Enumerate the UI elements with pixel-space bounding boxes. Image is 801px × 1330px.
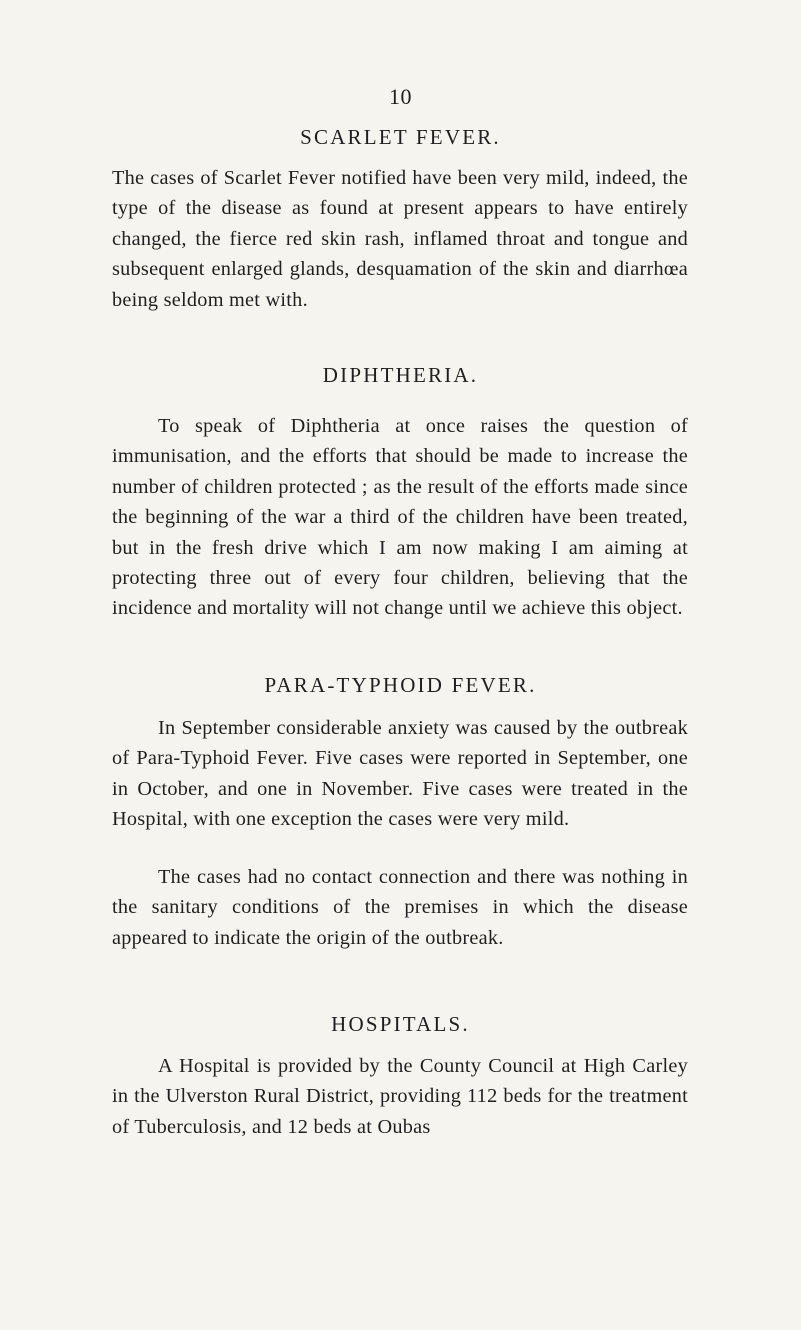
paragraph-scarlet-fever: The cases of Scarlet Fever notified have been very mild, indeed, the type of the disease as found at present appears to have entirely changed, the fierce red skin rash, inflamed throat and tongue and subsequent enlarged glands, desquamation of the skin and diarrhœa being seldom met with. (112, 167, 688, 311)
heading-hospitals: HOSPITALS. (331, 1012, 470, 1036)
paragraph-hospitals: A Hospital is provided by the County Council at High Carley in the Ulverston Rural District, providing 112 beds for the treatment of Tuberculosis, and 12 beds at Oubas (112, 1055, 688, 1138)
heading-para-typhoid-fever: PARA-TYPHOID FEVER. (264, 673, 537, 697)
paragraph-para-typhoid-2: The cases had no contact connection and there was nothing in the sanitary conditions of the premises in which the disease appeared to indicate the origin of the outbreak. (112, 866, 688, 949)
heading-diphtheria: DIPHTHERIA. (322, 363, 479, 387)
page-number: 10 (389, 84, 412, 109)
heading-scarlet-fever: SCARLET FEVER. (300, 125, 501, 149)
paragraph-diphtheria: To speak of Diphtheria at once raises the question of immunisation, and the efforts that should be made to increase the number of children protected ; as the result of the efforts made since the beginning of the war a third of the children have been treated, but in the fresh drive which I am now making I am aiming at protecting three out of every four children, believing that the incidence and mortality will not change until we achieve this object. (112, 415, 688, 620)
paragraph-para-typhoid-1: In September considerable anxiety was caused by the outbreak of Para-Typhoid Fever. Five cases were reported in September, one in October, and one in November. Five cases were treated in the Hospital, with one exception the cases were very mild. (112, 717, 688, 831)
